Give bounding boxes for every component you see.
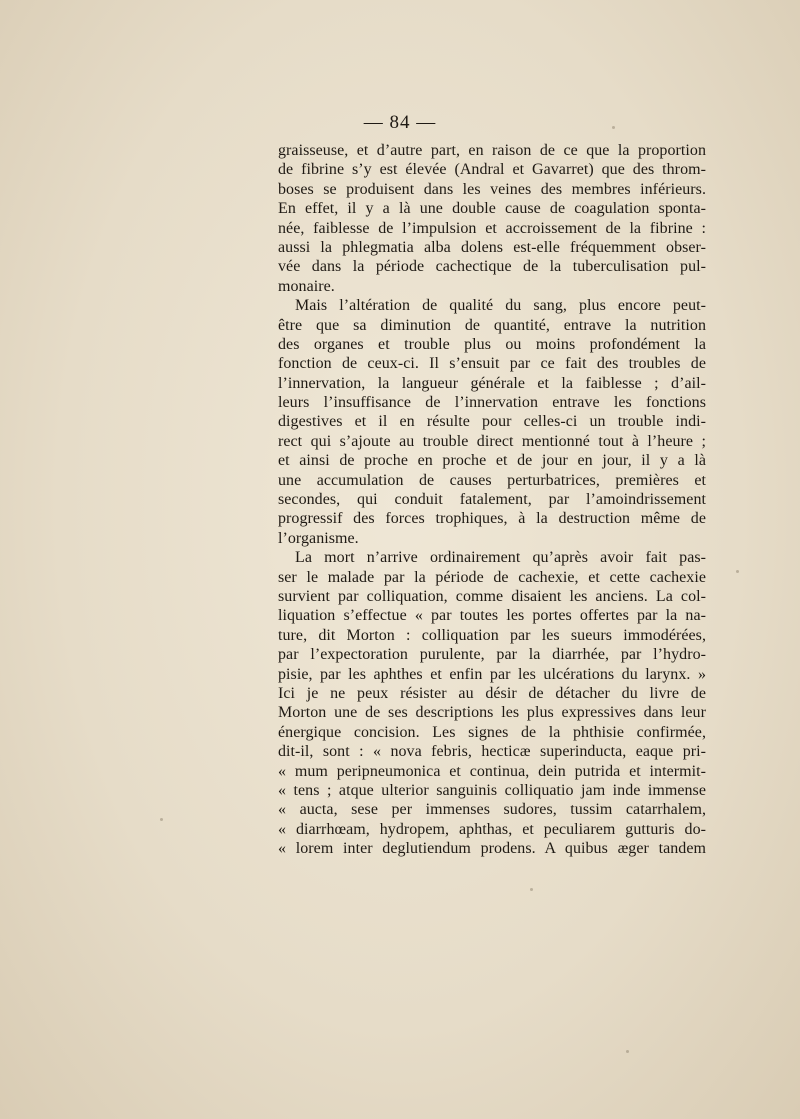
text-line: l’organisme. bbox=[278, 529, 359, 547]
text-line: monaire. bbox=[278, 277, 335, 295]
text-line: « diarrhœam, hydropem, aphthas, et peculiarem gutturis do- bbox=[278, 820, 706, 838]
text-line: « mum peripneumonica et continua, dein putrida et intermit- bbox=[278, 762, 706, 780]
text-line: « aucta, sese per immenses sudores, tussim catarrhalem, bbox=[278, 801, 706, 819]
text-line: ser le malade par la période de cachexie, et cette cachexie bbox=[278, 568, 706, 586]
text-line: ture, dit Morton : colliquation par les sueurs immodérées, bbox=[278, 626, 706, 644]
text-line: par l’expectoration purulente, par la diarrhée, par l’hydro- bbox=[278, 646, 706, 664]
text-line: fonction de ceux-ci. Il s’ensuit par ce fait des troubles de bbox=[278, 355, 706, 373]
text-line: l’innervation, la langueur générale et la faiblesse ; d’ail- bbox=[278, 374, 706, 392]
text-line: des organes et trouble plus ou moins profondément la bbox=[278, 335, 706, 353]
text-line: et ainsi de proche en proche et de jour en jour, il y a là bbox=[278, 452, 706, 470]
text-line: leurs l’insuffisance de l’innervation entrave les fonctions bbox=[278, 394, 706, 412]
text-line: Morton une de ses descriptions les plus expressives dans leur bbox=[278, 704, 706, 722]
text-line: boses se produisent dans les veines des membres inférieurs. bbox=[278, 180, 706, 198]
paper-speck bbox=[736, 570, 739, 573]
text-line: énergique concision. Les signes de la phthisie confirmée, bbox=[278, 723, 706, 741]
text-line: aussi la phlegmatia alba dolens est-elle fréquemment obser- bbox=[278, 238, 706, 256]
text-line: La mort n’arrive ordinairement qu’après avoir fait pas- bbox=[295, 549, 706, 567]
text-line: survient par colliquation, comme disaient les anciens. La col- bbox=[278, 587, 706, 605]
text-line: née, faiblesse de l’impulsion et accroissement de la fibrine : bbox=[278, 219, 706, 237]
text-line: de fibrine s’y est élevée (Andral et Gavarret) que des throm- bbox=[278, 161, 706, 179]
page-number: — 84 — bbox=[363, 112, 437, 133]
text-line: rect qui s’ajoute au trouble direct mentionné tout à l’heure ; bbox=[278, 432, 706, 450]
paper-speck bbox=[160, 818, 163, 821]
text-line: pisie, par les aphthes et enfin par les ulcérations du larynx. » bbox=[278, 665, 706, 683]
paper-speck bbox=[612, 126, 615, 129]
paper-speck bbox=[530, 888, 533, 891]
text-line: dit-il, sont : « nova febris, hecticæ superinducta, eaque pri- bbox=[278, 743, 706, 761]
body-text bbox=[278, 141, 706, 858]
text-line: graisseuse, et d’autre part, en raison de ce que la proportion bbox=[278, 142, 706, 159]
text-line: être que sa diminution de quantité, entrave la nutrition bbox=[278, 316, 706, 334]
text-line: liquation s’effectue « par toutes les portes offertes par la na- bbox=[278, 607, 706, 625]
text-line: « tens ; atque ulterior sanguinis colliquatio jam inde immense bbox=[278, 781, 706, 799]
text-line: Mais l’altération de qualité du sang, plus encore peut- bbox=[295, 297, 706, 315]
text-line: Ici je ne peux résister au désir de détacher du livre de bbox=[278, 684, 706, 702]
text-line: progressif des forces trophiques, à la destruction même de bbox=[278, 510, 706, 528]
paper-speck bbox=[626, 1050, 629, 1053]
text-line: vée dans la période cachectique de la tuberculisation pul- bbox=[278, 258, 706, 276]
text-line: une accumulation de causes perturbatrices, premières et bbox=[278, 471, 706, 489]
text-line: « lorem inter deglutiendum prodens. A quibus æger tandem bbox=[278, 840, 706, 858]
text-line: secondes, qui conduit fatalement, par l’amoindrissement bbox=[278, 491, 706, 509]
text-line: En effet, il y a là une double cause de coagulation sponta- bbox=[278, 200, 706, 218]
text-line: digestives et il en résulte pour celles-ci un trouble indi- bbox=[278, 413, 706, 431]
